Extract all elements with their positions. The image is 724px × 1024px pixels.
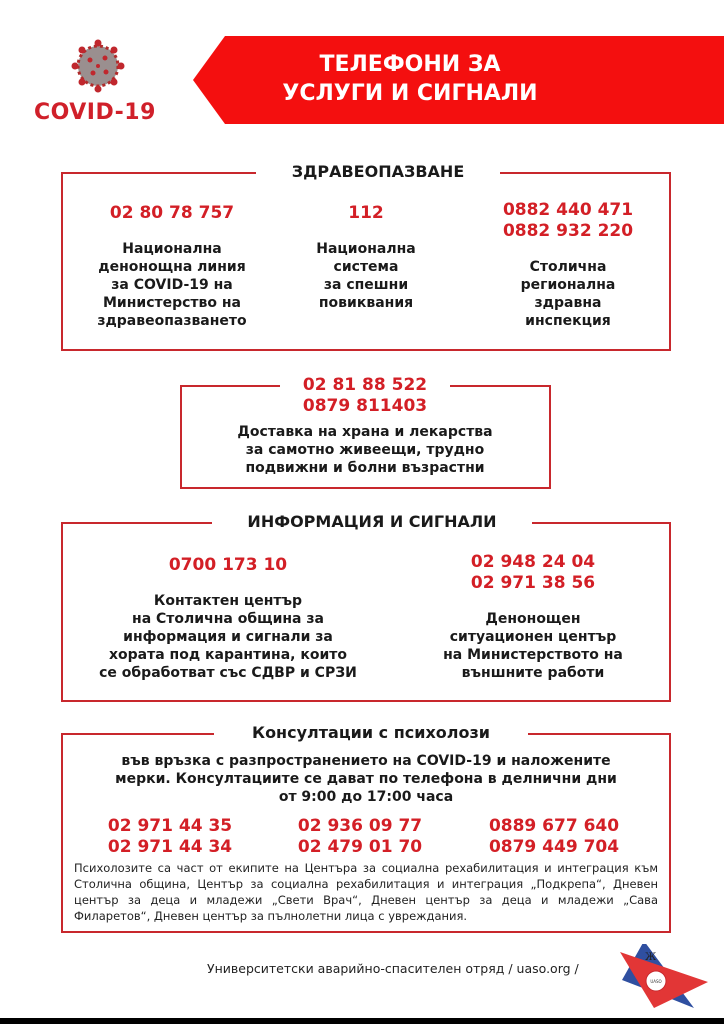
phone-number[interactable]: 02 971 38 56 [470, 573, 596, 593]
psych-intro [76, 752, 656, 806]
psych-phone-column [474, 816, 634, 858]
intro-line: от 9:00 до 17:00 часа [278, 789, 454, 805]
banner-title-line1: ТЕЛЕФОНИ ЗА [319, 52, 501, 77]
phone-number[interactable]: 0889 677 640 [488, 816, 620, 836]
info-entry [86, 555, 370, 682]
svg-text:UASO: UASO [650, 979, 662, 984]
desc-line: информация и сигнали за [123, 629, 333, 645]
desc-line: външните работи [461, 665, 605, 681]
phone-number[interactable]: 02 479 01 70 [297, 837, 423, 857]
desc-line: хората под карантина, които [108, 647, 347, 663]
banner-title-line2: УСЛУГИ И СИГНАЛИ [282, 81, 538, 106]
intro-line: мерки. Консултациите се дават по телефона в делнични дни [115, 771, 617, 787]
phone-number[interactable]: 0879 449 704 [488, 837, 620, 857]
entry-description [296, 240, 436, 312]
desc-line: здравна [534, 295, 602, 311]
desc-line: за COVID-19 на [111, 277, 233, 293]
intro-line: във връзка с разпространението на COVID-19 и наложените [121, 753, 611, 769]
delivery-phones [280, 375, 450, 417]
phone-number[interactable]: 112 [348, 203, 384, 223]
entry-description [478, 258, 658, 330]
desc-line: Министерство на [102, 295, 242, 311]
phone-number[interactable]: 02 80 78 757 [109, 203, 235, 223]
bottom-bar [0, 1018, 724, 1024]
desc-line: здравеопазването [97, 313, 247, 329]
desc-line: на Столична община за [132, 611, 324, 627]
desc-line: денонощна линия [98, 259, 246, 275]
healthcare-entry [82, 203, 262, 330]
desc-line: повиквания [318, 295, 414, 311]
phone-number[interactable]: 02 971 44 35 [107, 816, 233, 836]
desc-line: инспекция [525, 313, 611, 329]
entry-description [82, 240, 262, 330]
info-entry [420, 552, 646, 682]
svg-text:Ж: Ж [645, 952, 657, 963]
desc-line: регионална [520, 277, 616, 293]
desc-line: Национална [316, 241, 416, 257]
desc-line: подвижни и болни възрастни [245, 460, 485, 476]
psych-title: Консултации с психолози [214, 723, 528, 742]
phone-number[interactable]: 02 81 88 522 [302, 375, 428, 395]
desc-line: се обработват със СДВР и СРЗИ [99, 665, 357, 681]
desc-line: за спешни [323, 277, 409, 293]
phone-number[interactable]: 02 971 44 34 [107, 837, 233, 857]
psych-note: Психолозите са част от екипите на Центъра за социална рехабилитация и интеграция към Столична община, Център за социална рехабилитация и интеграция „Подкрепа“, Дневен център за деца и младежи „Свети Врач“, Дневен център за деца и младежи „Сава Филаретов“, Дневен център за пълнолетни лица с увреждания. [74, 861, 658, 923]
info-title: ИНФОРМАЦИЯ И СИГНАЛИ [212, 512, 532, 531]
desc-line: ситуационен център [449, 629, 617, 645]
psych-phone-column [280, 816, 440, 858]
phone-number[interactable]: 02 936 09 77 [297, 816, 423, 836]
psych-phone-column [90, 816, 250, 858]
phone-number[interactable]: 0700 173 10 [168, 555, 288, 575]
healthcare-title: ЗДРАВЕОПАЗВАНЕ [256, 162, 500, 181]
coronavirus-icon [68, 36, 128, 96]
desc-line: за самотно живеещи, трудно [245, 442, 485, 458]
phone-number[interactable]: 0882 440 471 [502, 200, 634, 220]
covid-19-label: COVID-19 [34, 100, 156, 125]
desc-line: система [333, 259, 399, 275]
banner-title [260, 50, 560, 108]
uaso-logo-icon [614, 944, 710, 1010]
delivery-description [190, 423, 540, 477]
footer-text: Университетски аварийно-спасителен отряд / uaso.org / [207, 961, 579, 976]
desc-line: Столична [529, 259, 607, 275]
healthcare-entry [296, 203, 436, 312]
entry-description [86, 592, 370, 682]
desc-line: на Министерството на [443, 647, 623, 663]
desc-line: Контактен център [153, 593, 303, 609]
healthcare-entry [478, 200, 658, 330]
phone-number[interactable]: 0882 932 220 [502, 221, 634, 241]
desc-line: Доставка на храна и лекарства [237, 424, 493, 440]
entry-description [420, 610, 646, 682]
desc-line: Национална [122, 241, 222, 257]
phone-number[interactable]: 0879 811403 [302, 396, 428, 416]
desc-line: Денонощен [485, 611, 581, 627]
phone-number[interactable]: 02 948 24 04 [470, 552, 596, 572]
